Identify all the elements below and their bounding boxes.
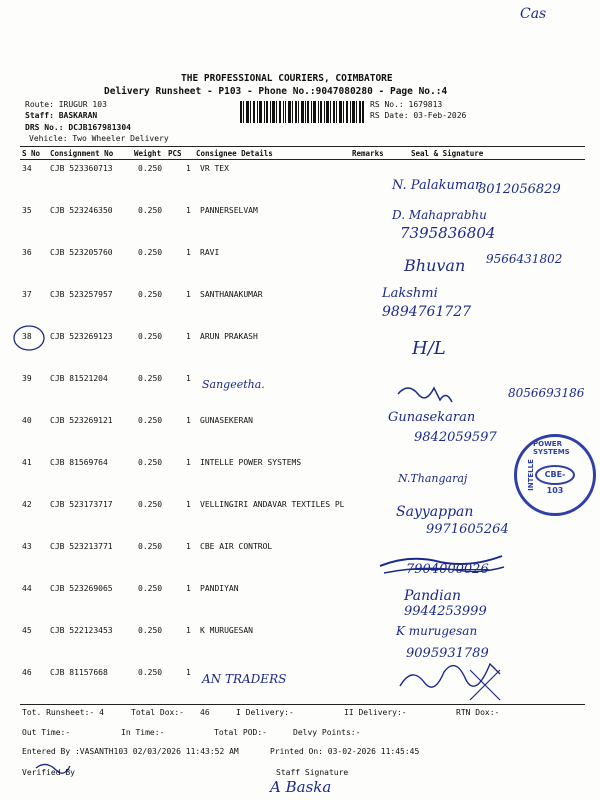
col-seal-signature: Seal & Signature — [411, 149, 484, 158]
signature-name: Bhuvan — [404, 256, 466, 275]
col-weight: Weight — [134, 149, 162, 158]
company-stamp — [514, 434, 596, 516]
runsheet-title: Delivery Runsheet - P103 - Phone No.:9047080280 - Page No.:4 — [104, 86, 448, 97]
row-consignment-no: CJB 523257957 — [50, 290, 113, 299]
corner-handwritten-note: Cas — [520, 6, 547, 22]
row-pcs: 1 — [186, 416, 191, 425]
row-consignee: ARUN PRAKASH — [200, 332, 258, 341]
row-consignee-handwritten: Sangeetha. — [202, 378, 265, 391]
row-pcs: 1 — [186, 374, 191, 383]
row-pcs: 1 — [186, 542, 191, 551]
row-sno: 34 — [22, 164, 32, 173]
strike-scribble — [380, 556, 502, 566]
strike-scribble — [384, 567, 504, 573]
row-consignee: SANTHANAKUMAR — [200, 290, 263, 299]
staff-signature-handwritten: A Baska — [270, 778, 332, 796]
row-sno: 39 — [22, 374, 32, 383]
row-pcs: 1 — [186, 332, 191, 341]
row-weight: 0.250 — [138, 416, 163, 425]
totals-rule — [20, 704, 585, 705]
row-pcs: 1 — [186, 206, 191, 215]
signature-name: N. Palakumar — [392, 178, 482, 193]
col-remarks: Remarks — [352, 149, 384, 158]
row-sno: 35 — [22, 206, 32, 215]
signature-name: Pandian — [404, 588, 461, 604]
signature-scribble — [400, 664, 500, 687]
signature-name: N.Thangaraj — [398, 472, 468, 485]
entered-by: Entered By :VASANTH103 02/03/2026 11:43:52 AM — [22, 747, 239, 756]
signature-name: Lakshmi — [382, 286, 438, 301]
row-sno: 40 — [22, 416, 32, 425]
row-consignment-no: CJB 523269123 — [50, 332, 113, 341]
row-consignee: VELLINGIRI ANDAVAR TEXTILES PL — [200, 500, 345, 509]
row-consignee: PANDIYAN — [200, 584, 239, 593]
signature-phone: 9095931789 — [406, 646, 489, 661]
signature-phone: 8012056829 — [478, 182, 561, 197]
drs-number: DRS No.: DCJB167981304 — [25, 123, 131, 132]
total-dox-value: 46 — [200, 708, 210, 717]
row-consignment-no: CJB 522123453 — [50, 626, 113, 635]
signature-name: K murugesan — [396, 624, 478, 638]
i-delivery: I Delivery:- — [236, 708, 294, 717]
signature-phone: 9971605264 — [426, 522, 509, 537]
signature-scribble — [398, 388, 452, 402]
row-consignee: VR TEX — [200, 164, 229, 173]
row-consignee: CBE AIR CONTROL — [200, 542, 273, 551]
row-sno: 41 — [22, 458, 32, 467]
signature-name: H/L — [412, 338, 446, 359]
row-weight: 0.250 — [138, 500, 163, 509]
route: Route: IRUGUR 103 — [25, 100, 107, 109]
row-sno: 38 — [22, 332, 32, 341]
row-consignee-handwritten: AN TRADERS — [202, 672, 287, 686]
stamp-left-text: INTELLE — [526, 459, 535, 491]
row-consignment-no: CJB 523213771 — [50, 542, 113, 551]
signature-phone: 9566431802 — [486, 252, 563, 266]
signature-name: D. Mahaprabhu — [392, 208, 487, 222]
rtn-dox: RTN Dox:- — [456, 708, 500, 717]
stamp-center-text: CBE-103 — [535, 465, 575, 485]
row-consignee: PANNERSELVAM — [200, 206, 258, 215]
signature-phone: 7904000026 — [406, 562, 489, 577]
row-pcs: 1 — [186, 290, 191, 299]
row-pcs: 1 — [186, 458, 191, 467]
col-sno: S No — [22, 149, 41, 158]
circle-mark — [14, 326, 44, 350]
row-consignment-no: CJB 81157668 — [50, 668, 108, 677]
signature-phone: 9842059597 — [414, 430, 497, 445]
signature-name: Gunasekaran — [388, 410, 476, 425]
row-sno: 46 — [22, 668, 32, 677]
row-consignment-no: CJB 523269065 — [50, 584, 113, 593]
row-weight: 0.250 — [138, 584, 163, 593]
verified-by: Verified By — [22, 768, 75, 777]
row-weight: 0.250 — [138, 290, 163, 299]
row-sno: 44 — [22, 584, 32, 593]
col-consignment: Consignment No — [50, 149, 114, 158]
row-sno: 45 — [22, 626, 32, 635]
staff-signature-label: Staff Signature — [276, 768, 349, 777]
total-pod: Total POD:- — [214, 728, 267, 737]
row-consignee: K MURUGESAN — [200, 626, 253, 635]
row-sno: 43 — [22, 542, 32, 551]
row-pcs: 1 — [186, 500, 191, 509]
signature-phone: 9944253999 — [404, 604, 487, 619]
row-consignee: GUNASEKERAN — [200, 416, 253, 425]
row-sno: 37 — [22, 290, 32, 299]
col-pcs: PCS — [168, 149, 182, 158]
signature-phone: 8056693186 — [508, 386, 585, 400]
row-consignment-no: CJB 523269121 — [50, 416, 113, 425]
row-consignment-no: CJB 523246350 — [50, 206, 113, 215]
row-weight: 0.250 — [138, 374, 163, 383]
row-pcs: 1 — [186, 584, 191, 593]
row-consignee: INTELLE POWER SYSTEMS — [200, 458, 302, 467]
row-weight: 0.250 — [138, 458, 163, 467]
row-consignment-no: CJB 523173717 — [50, 500, 113, 509]
row-weight: 0.250 — [138, 626, 163, 635]
row-pcs: 1 — [186, 626, 191, 635]
row-consignment-no: CJB 81569764 — [50, 458, 108, 467]
row-weight: 0.250 — [138, 248, 163, 257]
row-consignment-no: CJB 81521204 — [50, 374, 108, 383]
row-consignment-no: CJB 523205760 — [50, 248, 113, 257]
vehicle: Vehicle: Two Wheeler Delivery — [29, 134, 169, 143]
signature-phone: 7395836804 — [400, 224, 496, 242]
delvy-points: Delvy Points:- — [293, 728, 361, 737]
col-consignee: Consignee Details — [196, 149, 273, 158]
signature-phone: 9894761727 — [382, 304, 472, 320]
row-consignee: RAVI — [200, 248, 220, 257]
signature-name: Sayyappan — [396, 504, 474, 520]
stamp-top-text: POWER SYSTEMS — [533, 440, 570, 456]
row-pcs: 1 — [186, 668, 191, 677]
total-dox-label: Total Dox:- — [131, 708, 184, 717]
tot-runsheet: Tot. Runsheet:- 4 — [22, 708, 104, 717]
row-sno: 36 — [22, 248, 32, 257]
row-pcs: 1 — [186, 164, 191, 173]
row-consignment-no: CJB 523360713 — [50, 164, 113, 173]
in-time: In Time:- — [121, 728, 165, 737]
row-weight: 0.250 — [138, 206, 163, 215]
row-weight: 0.250 — [138, 668, 163, 677]
ii-delivery: II Delivery:- — [344, 708, 407, 717]
rs-date: RS Date: 03-Feb-2026 — [370, 111, 467, 120]
company-name: THE PROFESSIONAL COURIERS, COIMBATORE — [181, 73, 393, 84]
row-weight: 0.250 — [138, 542, 163, 551]
staff: Staff: BASKARAN — [25, 111, 98, 120]
out-time: Out Time:- — [22, 728, 71, 737]
row-weight: 0.250 — [138, 332, 163, 341]
row-weight: 0.250 — [138, 164, 163, 173]
row-sno: 42 — [22, 500, 32, 509]
row-pcs: 1 — [186, 248, 191, 257]
printed-on: Printed On: 03-02-2026 11:45:45 — [270, 747, 420, 756]
rs-number: RS No.: 1679813 — [370, 100, 443, 109]
